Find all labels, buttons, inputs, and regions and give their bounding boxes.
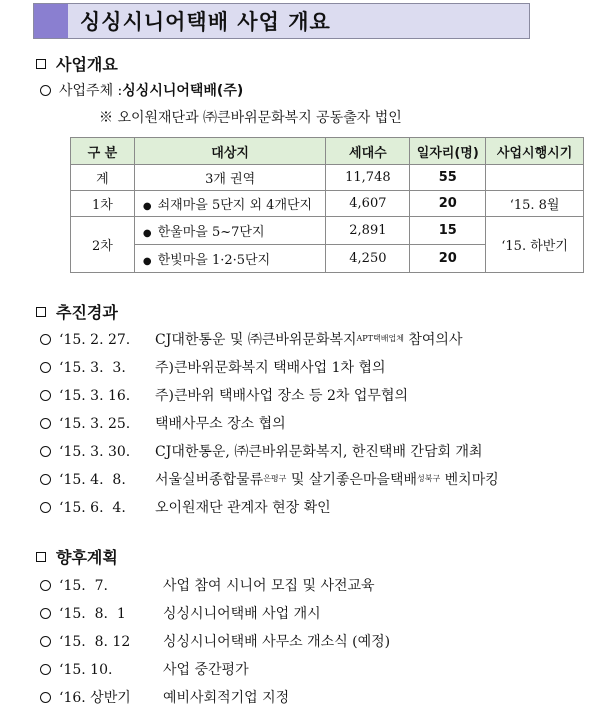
plan-text: 예비사회적기업 지정 (163, 690, 290, 706)
progress-text-suffix: 참여의사 (403, 332, 463, 348)
square-bullet-icon (36, 552, 46, 562)
cell-jobs: 15 (410, 217, 486, 245)
progress-note-2: 성북구 (417, 474, 441, 483)
cell-site (134, 245, 326, 273)
circle-bullet-icon (40, 362, 51, 373)
section-title: 사업개요 (56, 55, 118, 74)
progress-text-suffix: 벤치마킹 (440, 472, 499, 488)
header-period: 사업시행시기 (486, 138, 584, 165)
plan-text: 싱싱시니어택배 사무소 개소식 (예정) (163, 634, 391, 650)
plan-text: 사업 중간평가 (163, 662, 249, 678)
cell-households: 4,607 (326, 191, 410, 217)
circle-bullet-icon (40, 474, 51, 485)
operator-line (40, 80, 243, 100)
progress-date: ‘15. 4. 8. (59, 472, 126, 488)
cell-division: 2차 (71, 217, 135, 273)
plan-item (40, 659, 249, 679)
cell-jobs: 20 (410, 191, 486, 217)
progress-date: ‘15. 3. 3. (59, 360, 126, 376)
progress-text: 서울실버종합물류 (155, 472, 264, 488)
header-jobs: 일자리(명) (410, 138, 486, 165)
title-bar (33, 3, 530, 39)
operator-value: 싱싱시니어택배(주) (122, 83, 244, 99)
cell-jobs: 55 (410, 165, 486, 191)
plan-date: ‘16. 상반기 (59, 690, 131, 706)
progress-item (40, 497, 331, 517)
header-site: 대상지 (134, 138, 326, 165)
progress-date: ‘15. 3. 16. (59, 388, 131, 404)
cell-households: 4,250 (326, 245, 410, 273)
table-row (71, 217, 584, 245)
cell-households: 2,891 (326, 217, 410, 245)
cell-site-text: 한울마을 5~7단지 (157, 225, 265, 240)
header-households: 세대수 (326, 138, 410, 165)
table-row (71, 191, 584, 217)
cell-households: 11,748 (326, 165, 410, 191)
plan-date: ‘15. 7. (59, 578, 108, 594)
progress-note: 은평구 (263, 474, 287, 483)
progress-text: CJ대한통운, ㈜큰바위문화복지, 한진택배 간담회 개최 (155, 444, 483, 460)
cell-division: 계 (71, 165, 135, 191)
progress-text: 택배사무소 장소 협의 (155, 416, 286, 432)
circle-bullet-icon (40, 580, 51, 591)
site-table (70, 137, 584, 273)
circle-bullet-icon (40, 692, 51, 703)
plan-text: 싱싱시니어택배 사업 개시 (163, 606, 321, 622)
progress-text: 주)큰바위문화복지 택배사업 1차 협의 (155, 360, 386, 376)
section-heading-overview (36, 52, 118, 75)
cell-division: 1차 (71, 191, 135, 217)
plan-item (40, 603, 321, 623)
square-bullet-icon (36, 59, 46, 69)
progress-text-middle: 및 살기좋은마을택배 (286, 472, 418, 488)
plan-item (40, 631, 390, 651)
cell-site-text: 한빛마을 1·2·5단지 (157, 253, 271, 268)
plan-item (40, 687, 289, 707)
circle-bullet-icon (40, 502, 51, 513)
cell-period: ‘15. 8월 (486, 191, 584, 217)
plan-date: ‘15. 10. (59, 662, 113, 678)
circle-bullet-icon (40, 446, 51, 457)
cell-period (486, 165, 584, 191)
circle-bullet-icon (40, 608, 51, 619)
plan-item (40, 575, 375, 595)
section-title: 향후계획 (56, 548, 118, 567)
progress-date: ‘15. 2. 27. (59, 332, 131, 348)
section-title: 추진경과 (56, 303, 118, 322)
table-header-row (71, 138, 584, 165)
progress-text: CJ대한통운 및 ㈜큰바위문화복지 (155, 332, 357, 348)
progress-item (40, 357, 386, 377)
progress-date: ‘15. 3. 25. (59, 416, 131, 432)
bullet-icon: ● (142, 256, 152, 267)
progress-text: 오이원재단 관계자 현장 확인 (155, 500, 331, 516)
plan-text: 사업 참여 시니어 모집 및 사전교육 (163, 578, 375, 594)
page-title: 싱싱시니어택배 사업 개요 (80, 10, 331, 34)
square-bullet-icon (36, 307, 46, 317)
circle-bullet-icon (40, 85, 51, 96)
progress-note: APT택배업체 (356, 334, 404, 343)
circle-bullet-icon (40, 636, 51, 647)
table-row (71, 165, 584, 191)
header-division: 구 분 (71, 138, 135, 165)
plan-date: ‘15. 8. 12 (59, 634, 131, 650)
cell-site (134, 191, 326, 217)
cell-site (134, 217, 326, 245)
section-heading-plan (36, 545, 118, 568)
progress-date: ‘15. 3. 30. (59, 444, 131, 460)
progress-date: ‘15. 6. 4. (59, 500, 126, 516)
progress-item (40, 469, 499, 489)
circle-bullet-icon (40, 664, 51, 675)
progress-item (40, 329, 462, 349)
operator-label: 사업주체 : (59, 83, 123, 99)
progress-item (40, 413, 286, 433)
title-accent-block (34, 4, 68, 38)
bullet-icon: ● (142, 201, 152, 212)
cell-period: ‘15. 하반기 (486, 217, 584, 273)
circle-bullet-icon (40, 418, 51, 429)
joint-venture-note: ※ 오이원재단과 ㈜큰바위문화복지 공동출자 법인 (99, 110, 402, 126)
bullet-icon: ● (142, 228, 152, 239)
plan-date: ‘15. 8. 1 (59, 606, 126, 622)
cell-site-text: 쇠재마을 5단지 외 4개단지 (157, 198, 313, 213)
progress-text: 주)큰바위 택배사업 장소 등 2차 업무협의 (155, 388, 409, 404)
progress-item (40, 441, 483, 461)
circle-bullet-icon (40, 334, 51, 345)
cell-jobs: 20 (410, 245, 486, 273)
cell-site: 3개 권역 (134, 165, 326, 191)
circle-bullet-icon (40, 390, 51, 401)
progress-item (40, 385, 408, 405)
section-heading-progress (36, 300, 118, 323)
